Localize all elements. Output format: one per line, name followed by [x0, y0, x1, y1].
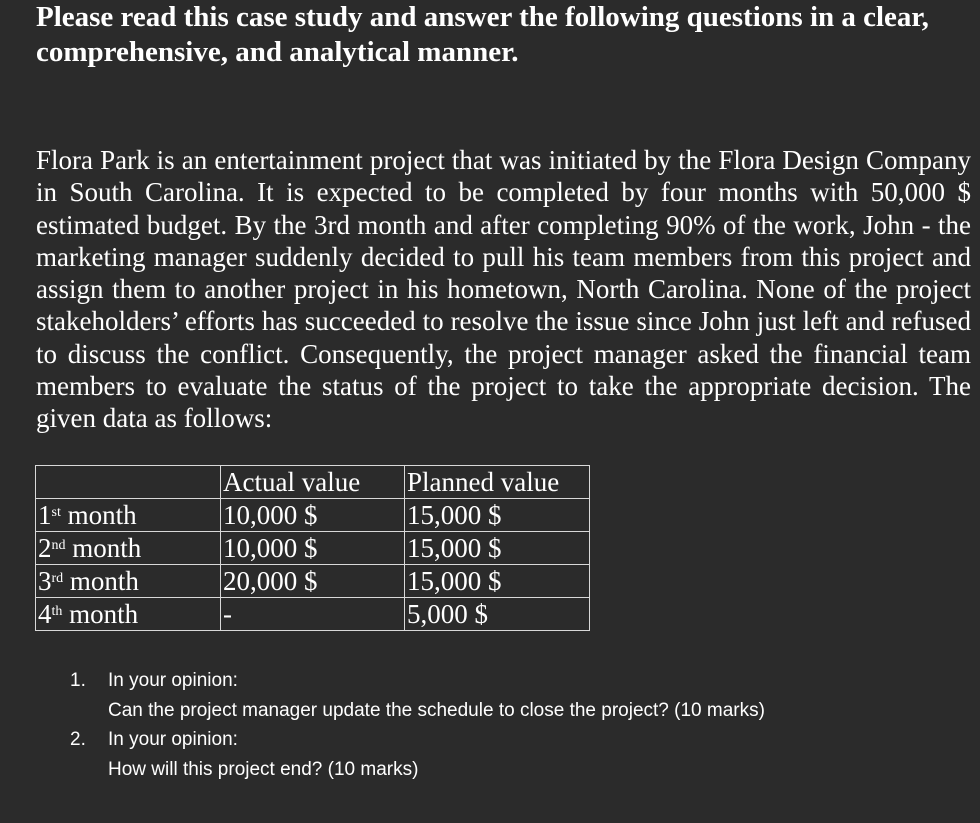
month-number: 3	[38, 566, 52, 596]
month-label	[36, 499, 221, 532]
table-row	[36, 499, 590, 532]
question-text: Can the project manager update the schedule to close the project? (10 marks)	[108, 699, 765, 721]
question-number: 1.	[70, 670, 86, 691]
month-number: 4	[38, 599, 52, 629]
month-word: month	[62, 599, 139, 629]
planned-value: 5,000 $	[405, 598, 590, 631]
month-label	[36, 532, 221, 565]
question-intro: In your opinion:	[108, 729, 238, 750]
table-row	[36, 532, 590, 565]
actual-value: 10,000 $	[221, 532, 405, 565]
ordinal-suffix: rd	[51, 571, 64, 586]
table-row	[36, 565, 590, 598]
question-item	[70, 666, 765, 725]
month-word: month	[65, 533, 142, 563]
table-header-planned: Planned value	[405, 466, 590, 499]
table-row	[36, 598, 590, 631]
table-header-actual: Actual value	[221, 466, 405, 499]
planned-value: 15,000 $	[405, 499, 590, 532]
ordinal-suffix: nd	[51, 538, 66, 553]
question-intro: In your opinion:	[108, 670, 238, 691]
month-label	[36, 565, 221, 598]
month-word: month	[60, 500, 137, 530]
question-text: How will this project end? (10 marks)	[108, 758, 419, 780]
case-study-text: Flora Park is an entertainment project that was initiated by the Flora Design Company in South Carolina. It is expected to be completed by four months with 50,000 $ estimated budget. By the 3rd month and after completing 90% of the work, John - the marketing manager suddenly decided to pull his team members from this project and assign them to another project in his hometown, North Carolina. None of the project stakeholders’ efforts has succeeded to resolve the issue since John just left and refused to discuss the conflict. Consequently, the project manager asked the financial team members to evaluate the status of the project to take the appropriate decision. The given data as follows:	[36, 145, 971, 434]
question-item	[70, 725, 765, 784]
actual-value: 10,000 $	[221, 499, 405, 532]
planned-value: 15,000 $	[405, 532, 590, 565]
planned-value: 15,000 $	[405, 565, 590, 598]
actual-value: 20,000 $	[221, 565, 405, 598]
ordinal-suffix: st	[51, 505, 61, 520]
month-word: month	[63, 566, 139, 596]
page-heading: Please read this case study and answer the following questions in a clear, comprehensive, and analytical manner.	[36, 1, 929, 68]
table-header-blank	[36, 466, 221, 499]
actual-value: -	[221, 598, 405, 631]
question-list	[70, 666, 765, 784]
table-header-row	[36, 466, 590, 499]
month-label	[36, 598, 221, 631]
question-number: 2.	[70, 729, 86, 750]
cost-table	[35, 465, 590, 631]
month-number: 2	[38, 533, 52, 563]
ordinal-suffix: th	[51, 604, 63, 619]
month-number: 1	[38, 500, 52, 530]
